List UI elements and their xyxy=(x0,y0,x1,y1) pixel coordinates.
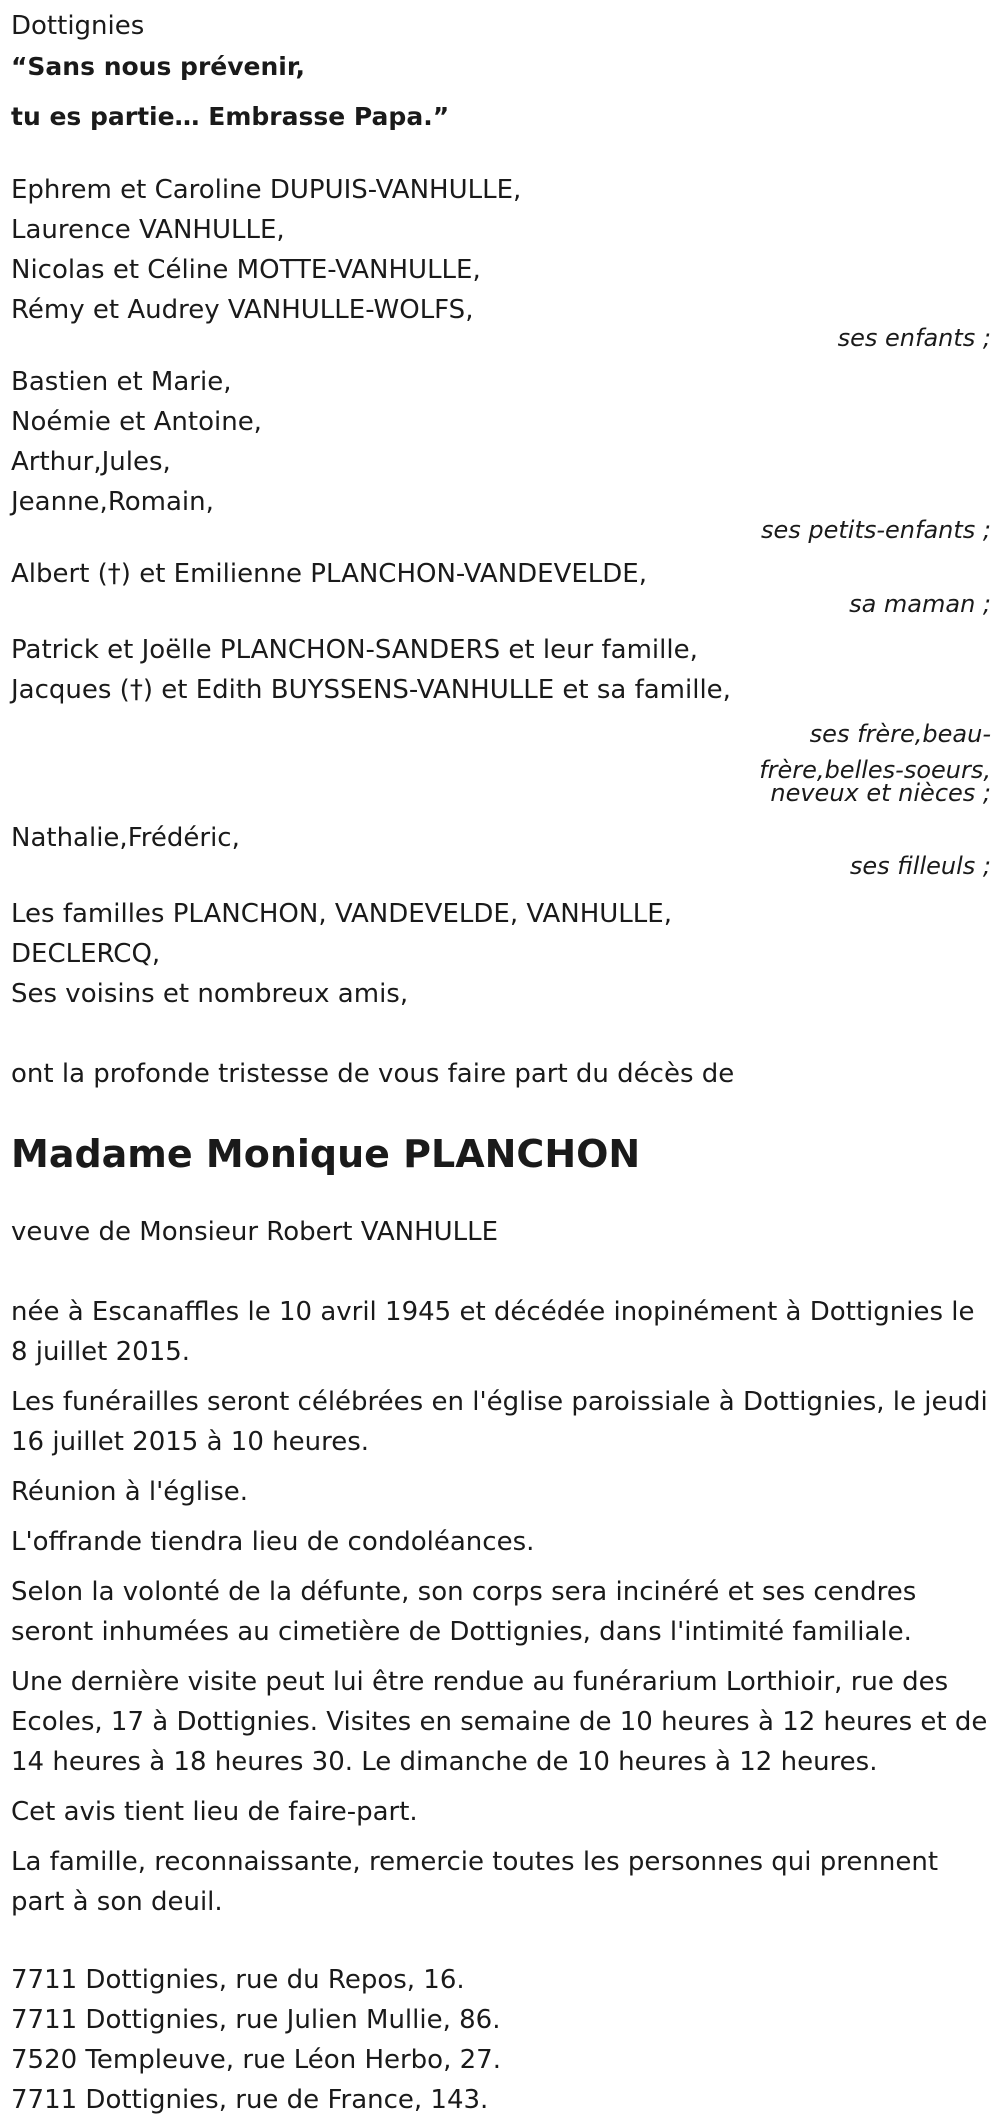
grandchild-name: Jeanne,Romain, xyxy=(11,487,214,517)
detail-paragraph: née à Escanaffles le 10 avril 1945 et décédée inopinément à Dottignies le 8 juillet 2015. xyxy=(11,1297,975,1367)
others-group xyxy=(11,894,991,1014)
child-name: Laurence VANHULLE, xyxy=(11,215,285,245)
detail-paragraph: L'offrande tiendra lieu de condoléances. xyxy=(11,1527,535,1557)
deceased-name: Madame Monique PLANCHON xyxy=(11,1132,641,1176)
siblings-group xyxy=(11,630,991,807)
siblings-role-line-1: ses frère,beau- xyxy=(809,720,991,748)
mother-group xyxy=(11,554,991,616)
address-line: 7711 Dottignies, rue du Repos, 16. xyxy=(11,1965,465,1995)
addresses-group xyxy=(11,1960,991,2120)
widow-of: veuve de Monsieur Robert VANHULLE xyxy=(11,1217,499,1247)
quote-line-2: tu es partie… Embrasse Papa.” xyxy=(11,102,450,131)
details-group xyxy=(11,1292,991,1922)
address-line: 7711 Dottignies, rue de France, 143. xyxy=(11,2085,489,2115)
detail-paragraph: Réunion à l'église. xyxy=(11,1477,249,1507)
detail-paragraph: Selon la volonté de la défunte, son corps sera incinéré et ses cendres seront inhumées au cimetière de Dottignies, dans l'intimité familiale. xyxy=(11,1577,917,1647)
detail-paragraph: La famille, reconnaissante, remercie toutes les personnes qui prennent part à son deuil. xyxy=(11,1847,939,1917)
godchildren-group xyxy=(11,818,991,878)
sibling-name: Jacques (†) et Edith BUYSSENS-VANHULLE et sa famille, xyxy=(11,675,731,705)
detail-paragraph: Cet avis tient lieu de faire-part. xyxy=(11,1797,418,1827)
place-heading: Dottignies xyxy=(11,11,145,41)
child-name: Rémy et Audrey VANHULLE-WOLFS, xyxy=(11,295,474,325)
grandchildren-group xyxy=(11,362,991,542)
detail-paragraph: Les funérailles seront célébrées en l'église paroissiale à Dottignies, le jeudi 16 juillet 2015 à 10 heures. xyxy=(11,1387,988,1457)
quote-line-1: “Sans nous prévenir, xyxy=(11,52,305,81)
child-name: Ephrem et Caroline DUPUIS-VANHULLE, xyxy=(11,175,522,205)
grandchild-name: Arthur,Jules, xyxy=(11,447,171,477)
children-group xyxy=(11,170,991,350)
godchildren-role: ses filleuls ; xyxy=(849,852,991,880)
other-family-line: DECLERCQ, xyxy=(11,939,161,969)
mother-role: sa maman ; xyxy=(849,590,991,618)
grandchild-name: Bastien et Marie, xyxy=(11,367,232,397)
address-line: 7520 Templeuve, rue Léon Herbo, 27. xyxy=(11,2045,501,2075)
sibling-name: Patrick et Joëlle PLANCHON-SANDERS et leur famille, xyxy=(11,635,698,665)
grandchildren-role: ses petits-enfants ; xyxy=(760,516,991,544)
address-line: 7711 Dottignies, rue Julien Mullie, 86. xyxy=(11,2005,501,2035)
grandchild-name: Noémie et Antoine, xyxy=(11,407,262,437)
godchild-name: Nathalie,Frédéric, xyxy=(11,823,240,853)
obituary-notice xyxy=(11,6,991,2120)
announcement-intro: ont la profonde tristesse de vous faire part du décès de xyxy=(11,1059,735,1089)
detail-paragraph: Une dernière visite peut lui être rendue au funérarium Lorthioir, rue des Ecoles, 17 à Dottignies. Visites en semaine de 10 heures à 12 heures et de 14 heures à 18 heures 30. Le dimanche de 10 heures à 12 heures. xyxy=(11,1667,988,1777)
siblings-role-line-3: neveux et nièces ; xyxy=(770,779,991,807)
mother-name: Albert (†) et Emilienne PLANCHON-VANDEVELDE, xyxy=(11,559,647,589)
siblings-role-line-2: frère,belles-soeurs, xyxy=(759,756,991,784)
other-family-line: Ses voisins et nombreux amis, xyxy=(11,979,409,1009)
children-role: ses enfants ; xyxy=(837,324,991,352)
child-name: Nicolas et Céline MOTTE-VANHULLE, xyxy=(11,255,481,285)
other-family-line: Les familles PLANCHON, VANDEVELDE, VANHULLE, xyxy=(11,899,672,929)
